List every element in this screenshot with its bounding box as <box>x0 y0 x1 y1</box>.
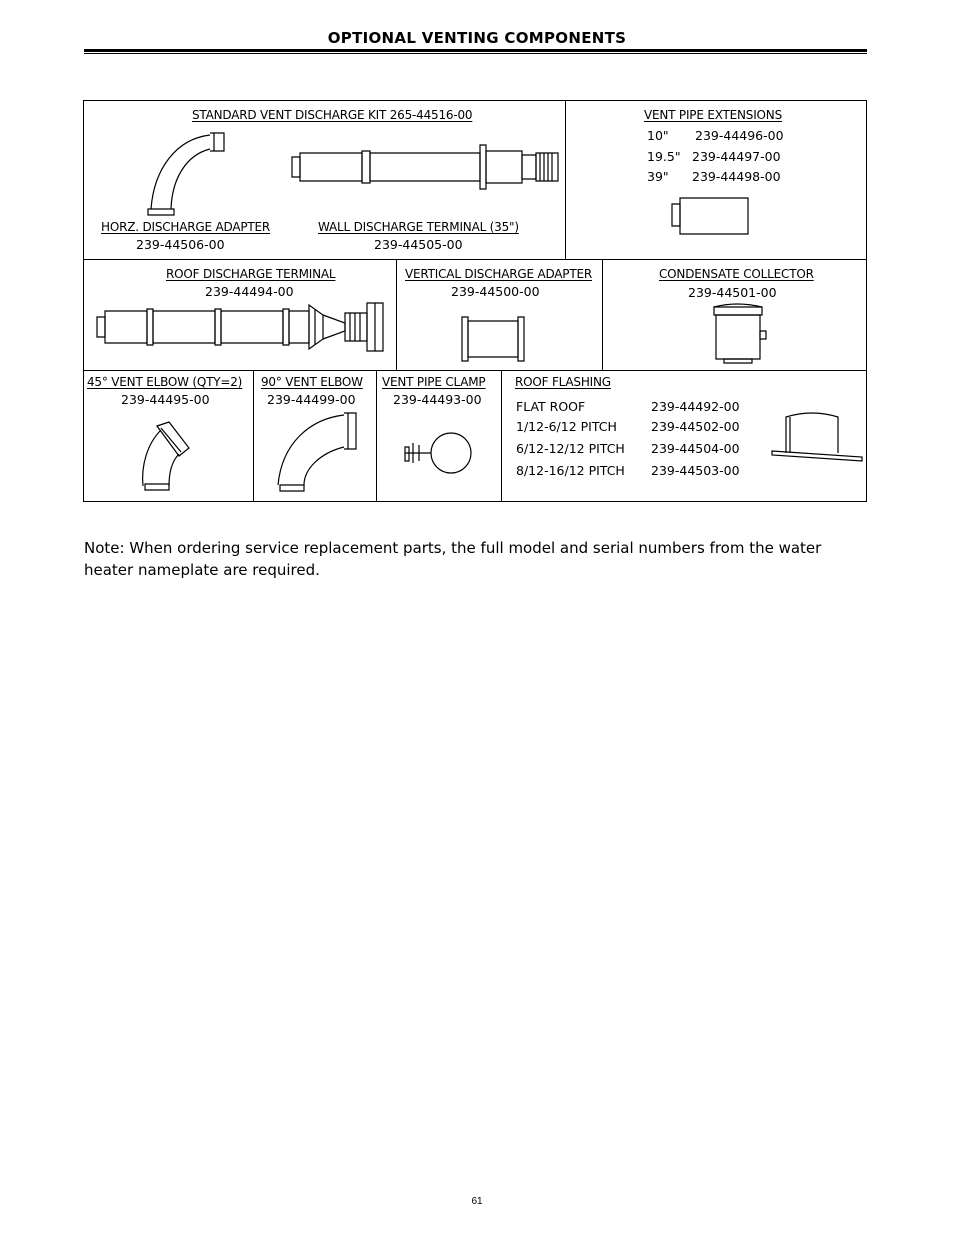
wall-terminal-label: WALL DISCHARGE TERMINAL (35") <box>318 220 519 234</box>
extension-drawing <box>672 194 750 236</box>
ordering-note: Note: When ordering service replacement parts, the full model and serial numbers from the water heater nameplate are required. <box>84 539 822 579</box>
extension-size-1: 10" <box>647 128 669 143</box>
flashing-title: ROOF FLASHING <box>515 375 611 389</box>
col-divider-r3c <box>501 370 502 502</box>
clamp-label: VENT PIPE CLAMP <box>382 375 486 389</box>
flashing-pitch-3: 6/12-12/12 PITCH <box>516 441 625 456</box>
flashing-part-2: 239-44502-00 <box>651 419 740 434</box>
horz-adapter-drawing <box>144 129 234 215</box>
col-divider-r3a <box>253 370 254 502</box>
elbow45-label: 45° VENT ELBOW (QTY=2) <box>87 375 243 389</box>
flashing-pitch-2: 1/12-6/12 PITCH <box>516 419 617 434</box>
components-diagram <box>83 100 867 502</box>
wall-terminal-part: 239-44505-00 <box>374 237 463 252</box>
condensate-drawing <box>712 303 772 363</box>
elbow45-part: 239-44495-00 <box>121 392 210 407</box>
condensate-part: 239-44501-00 <box>688 285 777 300</box>
extension-part-3: 239-44498-00 <box>692 169 781 184</box>
roof-terminal-drawing <box>97 299 387 355</box>
elbow90-drawing <box>274 411 358 493</box>
horz-adapter-part: 239-44506-00 <box>136 237 225 252</box>
condensate-label: CONDENSATE COLLECTOR <box>659 267 814 281</box>
col-divider-r1 <box>565 101 566 259</box>
flashing-pitch-1: FLAT ROOF <box>516 399 586 414</box>
elbow90-label: 90° VENT ELBOW <box>261 375 363 389</box>
col-divider-r2b <box>602 259 603 370</box>
col-divider-r2a <box>396 259 397 370</box>
col-divider-r3b <box>376 370 377 502</box>
vertical-adapter-part: 239-44500-00 <box>451 284 540 299</box>
horz-adapter-label: HORZ. DISCHARGE ADAPTER <box>101 220 271 234</box>
flashing-part-3: 239-44504-00 <box>651 441 740 456</box>
flashing-part-1: 239-44492-00 <box>651 399 740 414</box>
row-divider-2 <box>84 370 866 371</box>
extension-size-3: 39" <box>647 169 669 184</box>
extension-size-2: 19.5" <box>647 149 681 164</box>
elbow90-part: 239-44499-00 <box>267 392 356 407</box>
vertical-adapter-drawing <box>462 317 524 361</box>
flashing-drawing <box>772 411 864 463</box>
std-kit-title: STANDARD VENT DISCHARGE KIT 265-44516-00 <box>192 108 473 122</box>
clamp-part: 239-44493-00 <box>393 392 482 407</box>
flashing-part-4: 239-44503-00 <box>651 463 740 478</box>
extension-part-1: 239-44496-00 <box>695 128 784 143</box>
roof-terminal-label: ROOF DISCHARGE TERMINAL <box>166 267 336 281</box>
page-number: 61 <box>471 1196 483 1207</box>
page-header-title: OPTIONAL VENTING COMPONENTS <box>327 29 627 47</box>
extensions-title: VENT PIPE EXTENSIONS <box>644 108 782 122</box>
roof-terminal-part: 239-44494-00 <box>205 284 294 299</box>
extension-part-2: 239-44497-00 <box>692 149 781 164</box>
wall-terminal-drawing <box>292 143 560 191</box>
clamp-drawing <box>403 431 475 475</box>
header-rule-thin <box>84 53 867 54</box>
header-rule-thick <box>84 49 867 52</box>
flashing-pitch-4: 8/12-16/12 PITCH <box>516 463 625 478</box>
elbow45-drawing <box>139 422 191 492</box>
row-divider-1 <box>84 259 866 260</box>
vertical-adapter-label: VERTICAL DISCHARGE ADAPTER <box>405 267 592 281</box>
